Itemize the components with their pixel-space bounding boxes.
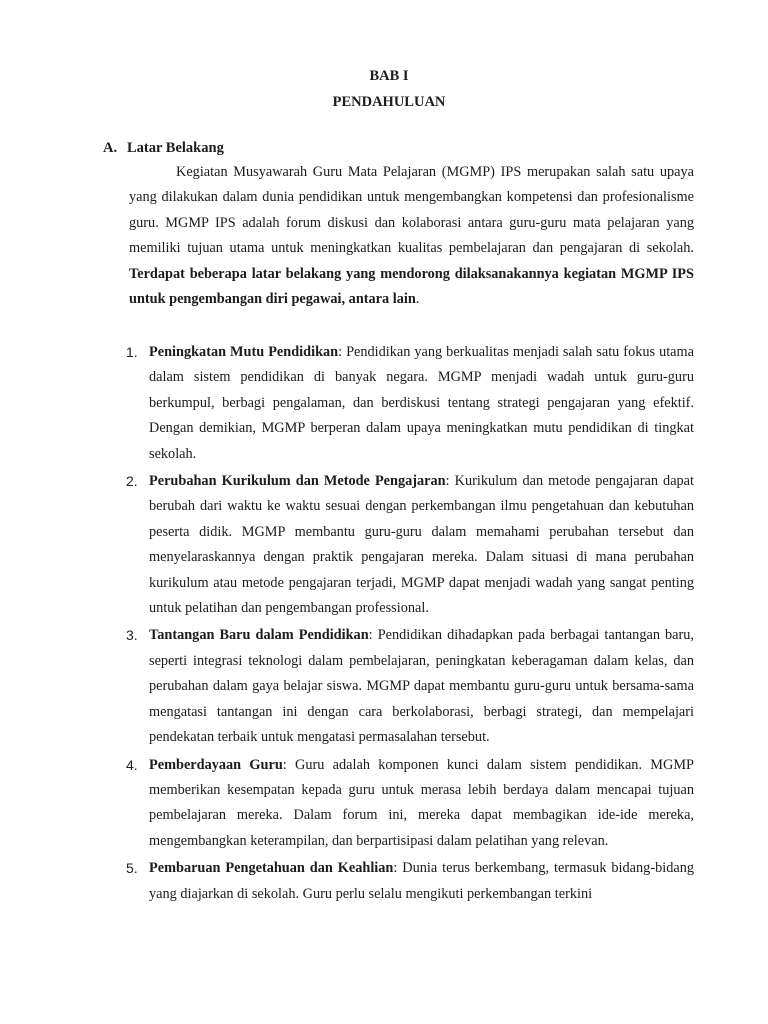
section-title: Latar Belakang <box>127 140 224 156</box>
list-item-body <box>149 856 694 907</box>
list-item-body <box>149 623 694 750</box>
list-item-body <box>149 340 694 467</box>
list-item-text: : Guru adalah komponen kunci dalam sistem pendidikan. MGMP memberikan kesempatan kepada guru untuk merasa lebih berdaya dalam mencapai tujuan pembelajaran mereka. Dalam forum ini, mereka dapat membagikan ide-ide mereka, mengembangkan keterampilan, dan berpartisipasi dalam pelatihan yang relevan. <box>149 756 694 849</box>
list-item-term: Pembaruan Pengetahuan dan Keahlian <box>149 860 394 877</box>
section-heading <box>103 140 224 157</box>
list-item-body <box>149 469 694 621</box>
intro-paragraph <box>129 160 694 312</box>
list-item-body <box>149 753 694 855</box>
list-item-term: Perubahan Kurikulum dan Metode Pengajaran <box>149 473 446 490</box>
chapter-number: BAB I <box>369 68 409 84</box>
intro-bold-text: Terdapat beberapa latar belakang yang mendorong dilaksanakannya kegiatan MGMP IPS untuk pengembangan diri pegawai, antara lain <box>129 265 694 308</box>
list-item-term: Pemberdayaan Guru <box>149 756 283 773</box>
background-list <box>0 340 768 909</box>
list-item-text: : Pendidikan dihadapkan pada berbagai tantangan baru, seperti integrasi teknologi dalam pembelajaran, peningkatan keberagaman dalam kelas, dan perubahan dalam gaya belajar siswa. MGMP dapat membantu guru-guru untuk bersama-sama mengatasi tantangan ini dengan cara berkolaborasi, berbagi strategi, dan mempelajari pendekatan terbaik untuk mengatasi permasalahan tersebut. <box>149 627 695 746</box>
list-item-text: : Dunia terus berkembang, termasuk bidang-bidang yang diajarkan di sekolah. Guru perlu selalu mengikuti perkembangan terkini <box>149 860 694 902</box>
list-item-text: : Kurikulum dan metode pengajaran dapat berubah dari waktu ke waktu sesuai dengan perkembangan ilmu pengetahuan dan kebutuhan peserta didik. MGMP membantu guru-guru dalam memahami perubahan tersebut dan menyelaraskannya dengan praktik pengajaran mereka. Dalam situasi di mana perubahan kurikulum atau metode pengajaran terjadi, MGMP dapat menjadi wadah yang sangat penting untuk pelatihan dan pengembangan professional. <box>149 473 694 617</box>
list-item-number: 1. <box>126 344 138 360</box>
list-item-number: 2. <box>126 473 138 490</box>
list-item <box>0 623 768 750</box>
list-item-text: : Pendidikan yang berkualitas menjadi salah satu fokus utama dalam sistem pendidikan di banyak negara. MGMP menjadi wadah untuk guru-guru berkumpul, berbagi pengalaman, dan berdiskusi tentang strategi pengajaran yang efektif. Dengan demikian, MGMP berperan dalam upaya meningkatkan mutu pendidikan di tingkat sekolah. <box>149 344 694 462</box>
list-item <box>0 340 768 467</box>
list-item-term: Tantangan Baru dalam Pendidikan <box>149 627 369 644</box>
intro-text: Kegiatan Musyawarah Guru Mata Pelajaran (MGMP) IPS merupakan salah satu upaya yang dilakukan dalam dunia pendidikan untuk mengembangkan kompetensi dan profesionalisme guru. MGMP IPS adalah forum diskusi dan kolaborasi antara guru-guru mata pelajaran yang memiliki tujuan utama untuk meningkatkan kualitas pembelajaran dan pengajaran di sekolah. <box>129 164 694 257</box>
section-letter: A. <box>103 140 118 156</box>
list-item <box>0 856 768 907</box>
intro-end: . <box>415 291 420 308</box>
chapter-title: PENDAHULUAN <box>332 94 446 110</box>
list-item <box>0 469 768 621</box>
list-item-number: 3. <box>126 627 138 644</box>
list-item-number: 5. <box>126 860 138 877</box>
list-item-term: Peningkatan Mutu Pendidikan <box>149 344 339 360</box>
list-item <box>0 753 768 855</box>
list-item-number: 4. <box>126 756 138 773</box>
